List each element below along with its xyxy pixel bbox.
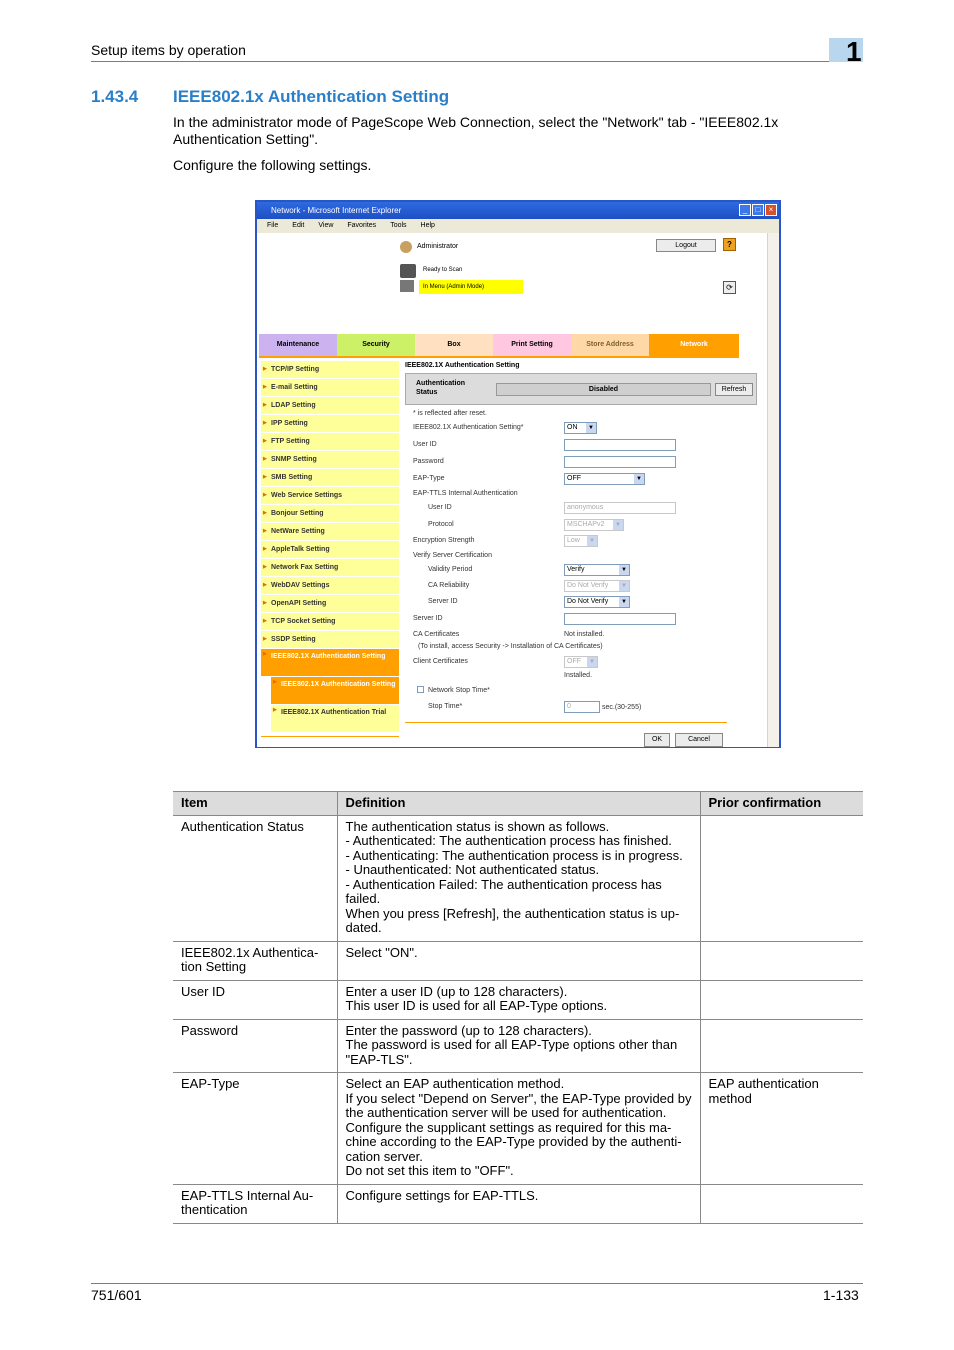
auth-status-value: Disabled (496, 383, 711, 396)
status-mode: In Menu (Admin Mode) (419, 280, 523, 294)
cell-prior (700, 941, 863, 980)
menu-help[interactable]: Help (420, 222, 435, 229)
tab-maintenance[interactable]: Maintenance (259, 334, 337, 356)
server-id-select[interactable]: Do Not Verify ▼ (564, 596, 630, 608)
cell-definition: Configure settings for EAP-TTLS. (337, 1184, 700, 1223)
nav-tcp-socket[interactable]: ▶ TCP Socket Setting (261, 613, 399, 631)
server-id-label: Server ID (428, 598, 458, 605)
cell-prior (700, 980, 863, 1019)
chevron-down-icon: ▼ (634, 474, 644, 484)
form-divider (405, 722, 727, 723)
cell-prior (700, 815, 863, 941)
column-header-definition: Definition (337, 792, 700, 816)
table-header-row (173, 792, 863, 816)
password-input[interactable] (564, 456, 676, 468)
nav-divider (261, 736, 399, 737)
menu-edit[interactable]: Edit (292, 222, 305, 229)
admin-label: Administrator (417, 243, 459, 250)
cell-prior (700, 1184, 863, 1223)
cancel-button[interactable]: Cancel (675, 733, 723, 747)
table-row (173, 1019, 863, 1073)
stop-time-label: Stop Time* (428, 703, 463, 710)
column-header-item: Item (173, 792, 337, 816)
tab-box[interactable]: Box (415, 334, 493, 356)
admin-icon (400, 241, 412, 253)
ttls-label: EAP-TTLS Internal Authentication (413, 490, 518, 497)
chapter-number: 1 (846, 36, 862, 67)
scrollbar[interactable] (767, 233, 779, 747)
nav-ieee-setting[interactable]: ▶ IEEE802.1X Authentication Setting (271, 677, 399, 705)
printer-icon (400, 264, 416, 278)
auth-status-box (405, 373, 757, 405)
maximize-icon[interactable]: □ (752, 204, 764, 216)
tab-network[interactable]: Network (649, 334, 739, 356)
protocol-label: Protocol (428, 521, 454, 528)
client-cert-select[interactable]: OFF ▼ (564, 656, 598, 668)
window-title: Network - Microsoft Internet Explorer (271, 206, 402, 215)
stop-time-checkbox[interactable] (417, 686, 424, 693)
stop-time-input[interactable]: 0 (564, 701, 600, 713)
minimize-icon[interactable]: _ (739, 204, 751, 216)
password-label: Password (413, 458, 444, 465)
footer-model: 751/601 (91, 1287, 142, 1303)
running-header: Setup items by operation (91, 42, 246, 58)
validity-label: Validity Period (428, 566, 473, 573)
protocol-select[interactable]: MSCHAPv2 ▼ (564, 519, 624, 531)
client-cert-status: Installed. (564, 672, 593, 679)
nav-ldap[interactable]: ▶ LDAP Setting (261, 397, 399, 415)
chevron-down-icon: ▼ (619, 581, 629, 591)
nav-tcpip[interactable]: ▶ TCP/IP Setting (261, 361, 399, 379)
table-row (173, 941, 863, 980)
validity-select[interactable]: Verify ▼ (564, 564, 630, 576)
intro-paragraph: In the administrator mode of PageScope Web Connection, select the "Network" tab - "IEEE802.1x Authentication Setting". (173, 114, 779, 147)
nav-email[interactable]: ▶ E-mail Setting (261, 379, 399, 397)
nav-smb[interactable]: ▶ SMB Setting (261, 469, 399, 487)
nav-ssdp[interactable]: ▶ SSDP Setting (261, 631, 399, 649)
nav-webdav[interactable]: ▶ WebDAV Settings (261, 577, 399, 595)
cell-prior (700, 1019, 863, 1073)
cell-item: User ID (173, 980, 337, 1019)
server-id-input[interactable] (564, 613, 676, 625)
chevron-down-icon: ▼ (613, 520, 623, 530)
cell-definition: Enter the password (up to 128 characters). The password is used for all EAP-Type options other than "EAP-TLS". (337, 1019, 700, 1073)
cell-item: IEEE802.1x Authentica-tion Setting (173, 941, 337, 980)
instruction-paragraph: Configure the following settings. (173, 157, 372, 173)
ca-cert-note: (To install, access Security -> Installation of CA Certificates) (418, 643, 603, 650)
nav-openapi[interactable]: ▶ OpenAPI Setting (261, 595, 399, 613)
tab-underline (259, 356, 739, 358)
nav-ieee-trial[interactable]: ▶ IEEE802.1X Authentication Trial (271, 705, 399, 733)
nav-netware[interactable]: ▶ NetWare Setting (261, 523, 399, 541)
nav-ieee-active[interactable]: ▶ IEEE802.1X Authentication Setting (261, 649, 399, 677)
ok-button[interactable]: OK (644, 733, 670, 747)
chevron-down-icon: ▼ (619, 565, 629, 575)
network-stop-time-label: Network Stop Time* (428, 687, 490, 694)
cell-definition: The authentication status is shown as follows. - Authenticated: The authentication process has finished. - Authenticating: The authentication process is in progress. - Unauthenticated: Not authenticated status. - Authentication Failed: The authentication process has failed. When you press [Refresh], the authentication status is up-dated. (337, 815, 700, 941)
cell-definition: Select "ON". (337, 941, 700, 980)
refresh-icon[interactable]: ⟳ (723, 281, 736, 294)
cell-item: EAP-Type (173, 1073, 337, 1185)
ca-cert-label: CA Certificates (413, 631, 460, 638)
client-cert-label: Client Certificates (413, 658, 468, 665)
eap-type-select[interactable]: OFF ▼ (564, 473, 645, 485)
section-title: IEEE802.1x Authentication Setting (173, 87, 450, 106)
mode-icon (400, 280, 414, 292)
window-titlebar (257, 202, 779, 219)
logout-button[interactable]: Logout (656, 239, 716, 252)
encryption-label: Encryption Strength (413, 537, 475, 544)
server-id2-label: Server ID (413, 615, 443, 622)
tab-security[interactable]: Security (337, 334, 415, 356)
auth-status-label: Authentication Status (416, 380, 465, 396)
nav-snmp[interactable]: ▶ SNMP Setting (261, 451, 399, 469)
section-number: 1.43.4 (91, 87, 139, 106)
footer-page-number: 1-133 (823, 1287, 859, 1303)
menu-file[interactable]: File (267, 222, 279, 229)
browser-screenshot (255, 200, 781, 748)
nav-bonjour[interactable]: ▶ Bonjour Setting (261, 505, 399, 523)
cell-item: Password (173, 1019, 337, 1073)
column-header-prior: Prior confirmation (700, 792, 863, 816)
reset-note: * is reflected after reset. (413, 410, 487, 417)
header-rule (91, 61, 863, 62)
ca-reliability-label: CA Reliability (428, 582, 470, 589)
nav-web-service[interactable]: ▶ Web Service Settings (261, 487, 399, 505)
table-row (173, 815, 863, 941)
nav-ipp[interactable]: ▶ IPP Setting (261, 415, 399, 433)
menu-favorites[interactable]: Favorites (347, 222, 377, 229)
table-row (173, 1184, 863, 1223)
chevron-down-icon: ▼ (619, 597, 629, 607)
ca-cert-value: Not installed. (564, 631, 605, 638)
ieee-setting-label: IEEE802.1X Authentication Setting* (413, 424, 524, 431)
cell-definition: Enter a user ID (up to 128 characters). This user ID is used for all EAP-Type options. (337, 980, 700, 1019)
chevron-down-icon: ▼ (586, 423, 596, 433)
settings-table (173, 791, 863, 1224)
cell-prior: EAP authentication method (700, 1073, 863, 1185)
menu-tools[interactable]: Tools (390, 222, 407, 229)
chevron-down-icon: ▼ (587, 657, 597, 667)
table-row (173, 980, 863, 1019)
stop-time-unit: sec.(30-255) (602, 704, 642, 711)
nav-appletalk[interactable]: ▶ AppleTalk Setting (261, 541, 399, 559)
table-row (173, 1073, 863, 1185)
cell-definition: Select an EAP authentication method. If you select "Depend on Server", the EAP-Type provided by the authentication server will be used for authentication. Configure the supplicant settings as required for this ma-chine according to the EAP-Type provided by the authenti-cation server. Do not set this item to "OFF". (337, 1073, 700, 1185)
ieee-setting-select[interactable]: ON ▼ (564, 422, 597, 434)
eap-type-label: EAP-Type (413, 475, 445, 482)
tab-store-address[interactable]: Store Address (571, 334, 649, 356)
close-icon[interactable]: × (765, 204, 777, 216)
ca-reliability-select[interactable]: Do Not Verify ▼ (564, 580, 630, 592)
user-id-input[interactable] (564, 439, 676, 451)
menu-view[interactable]: View (318, 222, 334, 229)
help-icon[interactable]: ? (723, 238, 736, 251)
ttls-user-id-input[interactable]: anonymous (564, 502, 676, 514)
web-page (257, 233, 767, 747)
encryption-select[interactable]: Low ▼ (564, 535, 598, 547)
refresh-button[interactable]: Refresh (715, 383, 753, 396)
cell-item: EAP-TTLS Internal Au-thentication (173, 1184, 337, 1223)
panel-title: IEEE802.1X Authentication Setting (405, 362, 520, 369)
ttls-user-id-label: User ID (428, 504, 452, 511)
nav-ftp[interactable]: ▶ FTP Setting (261, 433, 399, 451)
tab-print-setting[interactable]: Print Setting (493, 334, 571, 356)
footer-rule (91, 1283, 863, 1284)
cell-item: Authentication Status (173, 815, 337, 941)
user-id-label: User ID (413, 441, 437, 448)
menu-bar (257, 219, 779, 233)
nav-network-fax[interactable]: ▶ Network Fax Setting (261, 559, 399, 577)
chevron-down-icon: ▼ (587, 536, 597, 546)
verify-cert-label: Verify Server Certification (413, 552, 492, 559)
status-ready: Ready to Scan (423, 267, 463, 273)
